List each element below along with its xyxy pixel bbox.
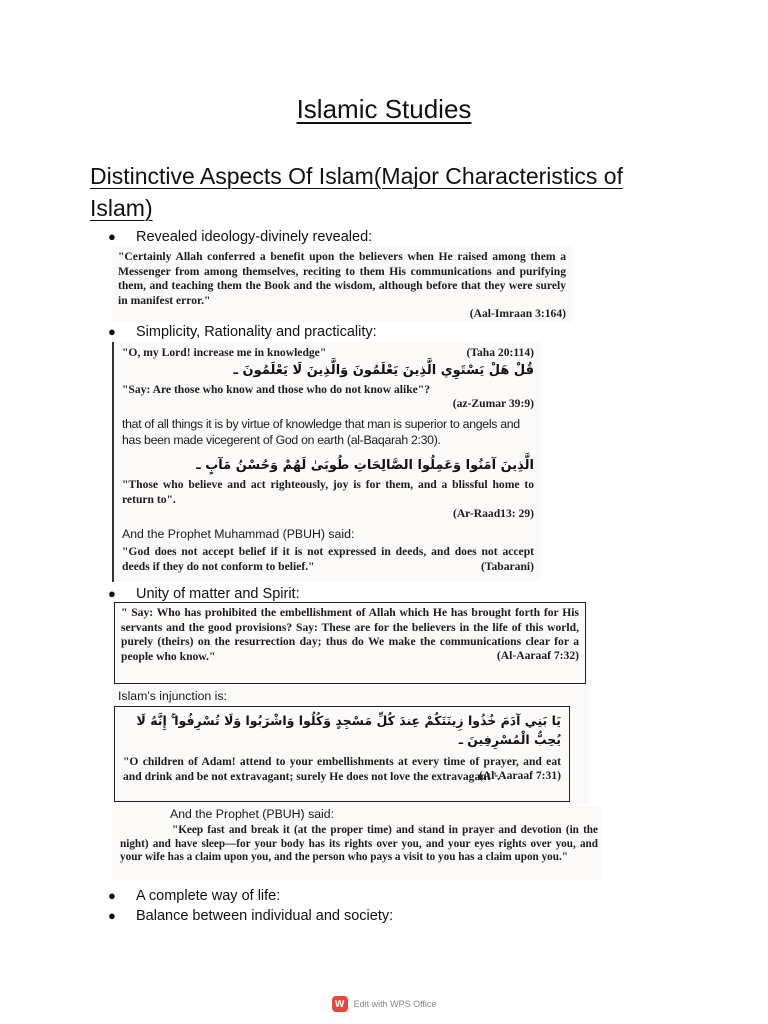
quote-text: "Certainly Allah conferred a benefit upon the believers when He raised among them a Messenger from among themselves, reciting to them His communications and purifying them, and teaching them the Book and the wisdom, although before that they were surely in manifest error." [118, 250, 566, 307]
bullet-icon: ● [108, 586, 116, 601]
wps-logo-icon: W [332, 996, 348, 1012]
arabic-verse: الَّذِينَ آمَنُوا وَعَمِلُوا الصَّالِحَاتِ طُوبَىٰ لَهُمْ وَحُسْنُ مَآبٍ ـ [196, 458, 534, 474]
arabic-verse: قُلْ هَلْ يَسْتَوِي الَّذِينَ يَعْلَمُونَ وَالَّذِينَ لَا يَعْلَمُونَ ـ [233, 362, 534, 378]
quote-text: " Say: Who has prohibited the embellishment of Allah which He has brought forth for His servants and the good provisions? Say: These are for the believers in the life of this world, purely (theirs) on the resurrection day; thus do We make the communications clear for a people who know." [121, 606, 579, 663]
arabic-verse: يَا بَنِي آدَمَ خُذُوا زِينَتَكُمْ عِندَ كُلِّ مَسْجِدٍ وَكُلُوا وَاشْرَبُوا وَلَا تُسْرِفُوا ۚ إِنَّهُ لَا يُحِبُّ الْمُسْرِفِينَ ـ [136, 713, 561, 747]
injunction-label: Islam's injunction is: [118, 689, 227, 703]
quote-text: "God does not accept belief if it is not expressed in deeds, and does not accept deeds if they do not conform to belief." [122, 545, 534, 573]
quote-reference: (az-Zumar 39:9) [452, 397, 534, 411]
prophet-intro: And the Prophet Muhammad (PBUH) said: [122, 527, 355, 542]
quote-box [114, 706, 570, 802]
quote-text: "Those who believe and act righteously, joy is for them, and a blissful home to return to". [122, 478, 534, 506]
excerpt-simplicity [112, 342, 540, 582]
quote-box [114, 602, 586, 684]
quote-reference: (Taha 20:114) [466, 346, 534, 359]
quote-reference: (Al-Aaraaf 7:32) [496, 649, 579, 663]
wps-footer[interactable] [0, 994, 768, 1014]
quote-text: "O children of Adam! attend to your embellishments at every time of prayer, and eat and drink and be not extravagant; surely He does not love the extravagant". [123, 755, 561, 783]
excerpt-aal-imraan [112, 246, 572, 322]
quote-text: "Keep fast and break it (at the proper time) and stand in prayer and devotion (in the night) and have sleep—for your body has its rights over you, and your eyes rights over you, and your wife has a claim upon you, and the person who pays a visit to you has a claim upon you." [120, 824, 598, 864]
excerpt-unity [112, 602, 588, 804]
quote-reference: (Tabarani) [480, 559, 534, 573]
note-text: that of all things it is by virtue of knowledge that man is superior to angels and has been made vicegerent of God on earth (al-Baqarah 2:30). [122, 417, 520, 448]
quote-text: "Say: Are those who know and those who do not know alike"? [122, 382, 431, 396]
excerpt-prophet-balance [112, 806, 602, 880]
page-title: Islamic Studies [296, 94, 472, 124]
quote-reference: (Ar-Raad13: 29) [452, 507, 534, 521]
bullet-icon: ● [108, 324, 116, 339]
quote-reference: (Aal-Imraan 3:164) [469, 307, 566, 321]
section-heading: Distinctive Aspects Of Islam(Major Characteristics of Islam) [90, 163, 623, 221]
bullet-icon: ● [108, 229, 116, 244]
bullet-icon: ● [108, 908, 116, 923]
quote-reference: (Al-Aaraaf 7:31) [478, 769, 561, 783]
prophet-intro: And the Prophet (PBUH) said: [170, 807, 335, 821]
bullet-icon: ● [108, 888, 116, 903]
quote-text: "O, my Lord! increase me in knowledge" [122, 346, 327, 359]
edit-with-wps-link[interactable]: Edit with WPS Office [353, 999, 437, 1009]
